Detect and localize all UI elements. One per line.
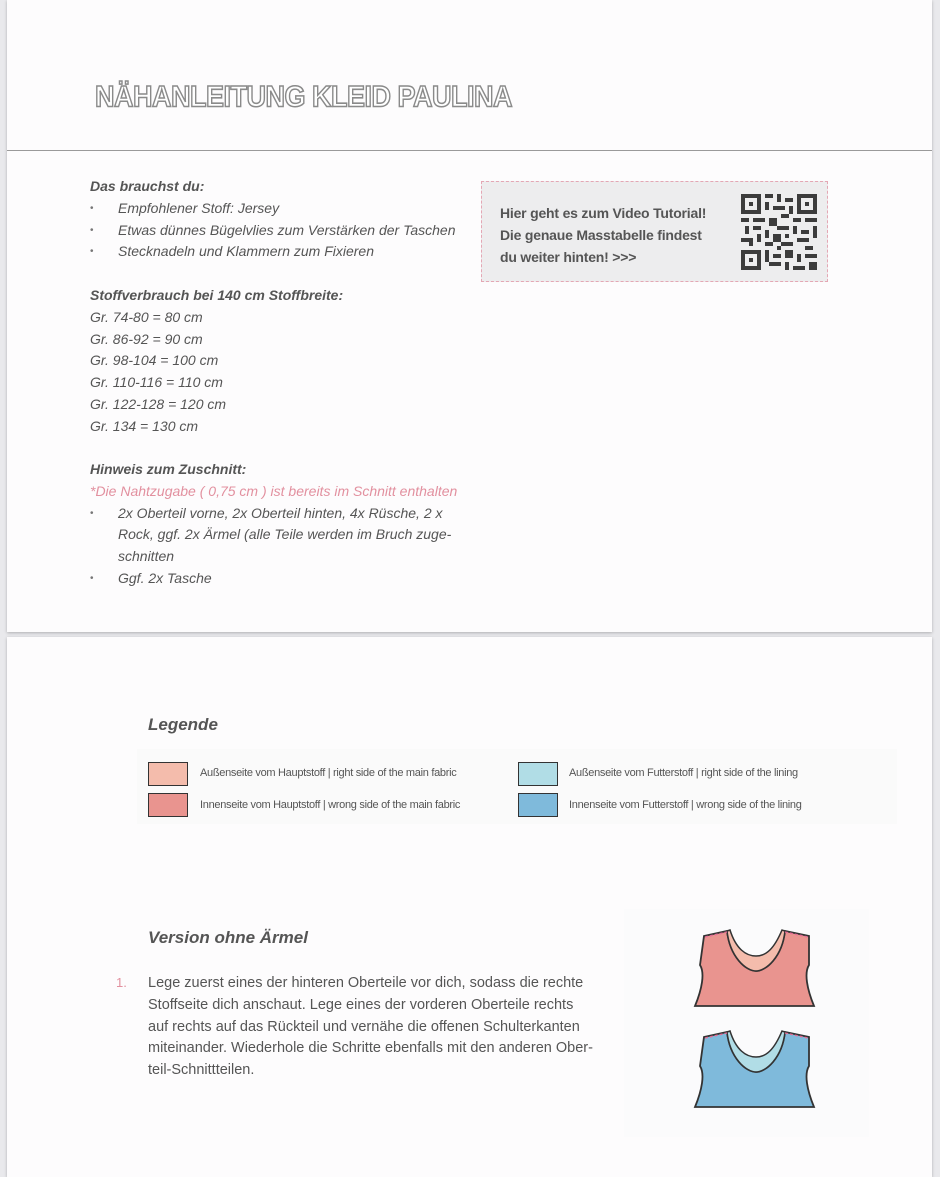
size-row: Gr. 134 = 130 cm — [90, 417, 199, 434]
swatch-lining-wrong — [518, 793, 558, 817]
legend-label: Außenseite vom Hauptstoff | right side of the main fabric — [200, 767, 457, 779]
step-instructions: Lege zuerst eines der hinteren Oberteile vor dich, sodass die rechte Stoffseite dich anschaut. Lege eines der vorderen Oberteile rechts auf rechts auf das Rückteil und vernähe die offenen Schulterkanten miteinander. Wiederhole die Schritte ebenfalls mit den anderen Ober- teil-Schnittteilen. — [148, 975, 593, 1079]
materials-list — [90, 198, 455, 263]
materials-section — [90, 176, 455, 263]
main-fabric-bodice — [695, 930, 814, 1006]
seam-allowance-note: *Die Nahtzugabe ( 0,75 cm ) ist bereits im Schnitt enthalten — [90, 482, 458, 499]
video-tutorial-text: Hier geht es zum Video Tutorial! Die genaue Masstabelle findest du weiter hinten! >>> — [500, 205, 707, 265]
instruction-page-1 — [7, 0, 932, 632]
list-item: • Stecknadeln und Klammern zum Fixieren — [90, 241, 455, 263]
fabric-heading: Stoffverbrauch bei 140 cm Stoffbreite: — [90, 287, 344, 303]
qr-code-icon[interactable] — [741, 194, 817, 270]
legend-label: Innenseite vom Futterstoff | wrong side of the lining — [569, 799, 802, 811]
legend-label: Außenseite vom Futterstoff | right side of the lining — [569, 767, 798, 779]
list-item: • Ggf. 2x Tasche — [90, 568, 457, 590]
size-row: Gr. 98-104 = 100 cm — [90, 352, 219, 369]
instruction-page-2 — [7, 637, 932, 1177]
swatch-lining-right — [518, 762, 558, 786]
size-row: Gr. 110-116 = 110 cm — [90, 374, 223, 391]
bodice-pieces-diagram — [624, 909, 869, 1137]
legend — [137, 749, 897, 824]
size-row: Gr. 122-128 = 120 cm — [90, 395, 227, 412]
fabric-consumption-section — [90, 285, 343, 438]
list-item: • Empfohlener Stoff: Jersey — [90, 198, 455, 220]
lining-bodice — [695, 1031, 814, 1107]
cutting-heading: Hinweis zum Zuschnitt: — [90, 461, 247, 477]
legend-label: Innenseite vom Hauptstoff | wrong side of the main fabric — [200, 799, 461, 811]
size-row: Gr. 86-92 = 90 cm — [90, 330, 203, 347]
list-item: • 2x Oberteil vorne, 2x Oberteil hinten, 4x Rüsche, 2 x Rock, ggf. 2x Ärmel (alle Teile werden im Bruch zuge- schnitten — [90, 503, 457, 568]
header-divider — [7, 150, 932, 151]
list-item: • Etwas dünnes Bügelvlies zum Verstärken der Taschen — [90, 220, 455, 242]
video-tutorial-box — [481, 181, 828, 282]
swatch-main-wrong — [148, 793, 188, 817]
size-row: Gr. 74-80 = 80 cm — [90, 308, 203, 325]
legend-title: Legende — [148, 715, 218, 734]
swatch-main-right — [148, 762, 188, 786]
section-title: Version ohne Ärmel — [148, 928, 308, 947]
page-title: NÄHANLEITUNG KLEID PAULINA — [95, 80, 512, 114]
cutting-section — [90, 459, 457, 590]
step-number: 1. — [116, 975, 127, 990]
cutting-list — [90, 503, 457, 590]
bodice-illustration — [624, 909, 869, 1137]
materials-heading: Das brauchst du: — [90, 178, 205, 194]
